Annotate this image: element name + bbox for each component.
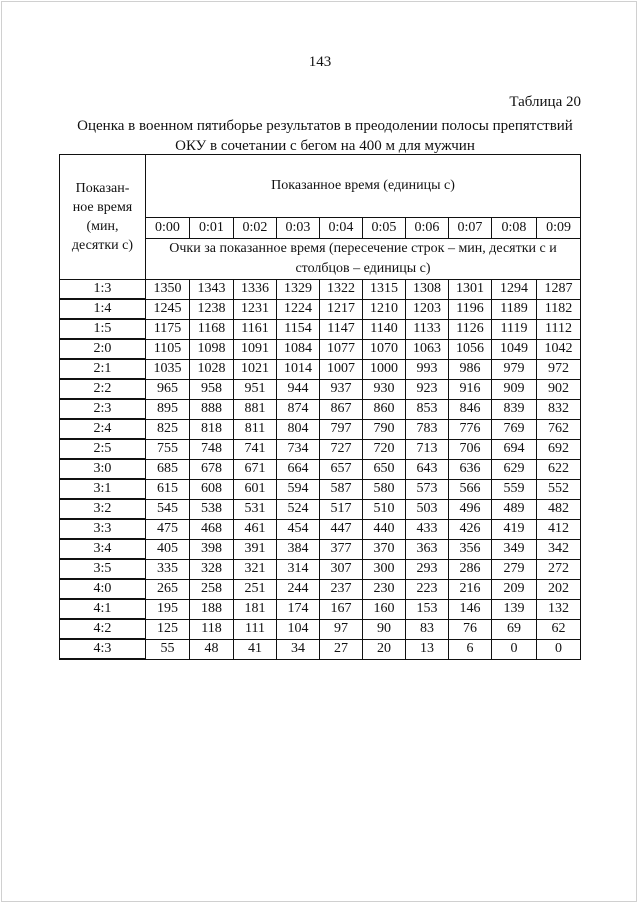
score-cell: 48 [190,639,234,659]
score-table-body [60,280,581,660]
score-cell: 300 [363,559,406,579]
table-row [60,439,581,459]
score-cell: 1322 [320,280,363,300]
row-time-label: 2:0 [60,339,146,359]
score-cell: 720 [363,439,406,459]
seconds-column-header: 0:08 [492,218,537,239]
score-cell: 650 [363,459,406,479]
score-cell: 237 [320,579,363,599]
score-cell: 356 [449,539,492,559]
score-cell: 426 [449,519,492,539]
score-cell: 370 [363,539,406,559]
score-cell: 804 [277,419,320,439]
row-time-label: 2:4 [60,419,146,439]
score-cell: 881 [234,399,277,419]
score-cell: 923 [406,379,449,399]
score-cell: 706 [449,439,492,459]
score-cell: 1231 [234,299,277,319]
row-time-label: 1:4 [60,299,146,319]
score-cell: 678 [190,459,234,479]
score-cell: 629 [492,459,537,479]
table-number: Таблица 20 [509,94,581,110]
score-cell: 174 [277,599,320,619]
table-row [60,479,581,499]
score-cell: 244 [277,579,320,599]
score-cell: 489 [492,499,537,519]
score-table [59,154,581,660]
seconds-column-header: 0:01 [190,218,234,239]
score-cell: 594 [277,479,320,499]
seconds-column-header: 0:03 [277,218,320,239]
time-column-header [60,155,146,280]
points-header: Очки за показанное время (пересечение строк – мин, десятки с и столбцов – единицы с) [146,239,581,280]
score-cell: 951 [234,379,277,399]
table-row [60,559,581,579]
score-cell: 993 [406,359,449,379]
score-cell: 405 [146,539,190,559]
score-cell: 146 [449,599,492,619]
score-cell: 979 [492,359,537,379]
score-cell: 825 [146,419,190,439]
score-cell: 433 [406,519,449,539]
score-cell: 538 [190,499,234,519]
score-cell: 1042 [537,339,581,359]
table-row [60,339,581,359]
table-row [60,519,581,539]
score-cell: 545 [146,499,190,519]
score-cell: 153 [406,599,449,619]
score-cell: 608 [190,479,234,499]
score-cell: 818 [190,419,234,439]
score-cell: 349 [492,539,537,559]
score-cell: 1238 [190,299,234,319]
score-cell: 391 [234,539,277,559]
score-cell: 1014 [277,359,320,379]
score-cell: 209 [492,579,537,599]
score-cell: 930 [363,379,406,399]
seconds-column-header: 0:02 [234,218,277,239]
seconds-column-header: 0:05 [363,218,406,239]
score-cell: 748 [190,439,234,459]
score-cell: 258 [190,579,234,599]
score-cell: 1336 [234,280,277,300]
score-cell: 853 [406,399,449,419]
score-cell: 125 [146,619,190,639]
score-cell: 1112 [537,319,581,339]
score-cell: 741 [234,439,277,459]
score-cell: 69 [492,619,537,639]
score-cell: 34 [277,639,320,659]
time-header-line-1: Показан- [75,181,130,196]
score-cell: 132 [537,599,581,619]
score-cell: 97 [320,619,363,639]
score-cell: 727 [320,439,363,459]
score-cell: 622 [537,459,581,479]
score-cell: 202 [537,579,581,599]
table-row [60,319,581,339]
score-cell: 615 [146,479,190,499]
score-cell: 1098 [190,339,234,359]
score-cell: 328 [190,559,234,579]
score-cell: 713 [406,439,449,459]
score-cell: 1021 [234,359,277,379]
score-cell: 1182 [537,299,581,319]
score-cell: 1210 [363,299,406,319]
score-cell: 1049 [492,339,537,359]
score-cell: 1105 [146,339,190,359]
score-cell: 1119 [492,319,537,339]
row-time-label: 3:0 [60,459,146,479]
score-cell: 1217 [320,299,363,319]
table-row [60,399,581,419]
score-cell: 1203 [406,299,449,319]
score-cell: 566 [449,479,492,499]
score-cell: 734 [277,439,320,459]
row-time-label: 2:2 [60,379,146,399]
score-cell: 832 [537,399,581,419]
score-cell: 1196 [449,299,492,319]
score-cell: 692 [537,439,581,459]
score-cell: 475 [146,519,190,539]
score-cell: 531 [234,499,277,519]
score-cell: 363 [406,539,449,559]
score-cell: 398 [190,539,234,559]
score-cell: 636 [449,459,492,479]
seconds-column-header: 0:04 [320,218,363,239]
score-cell: 90 [363,619,406,639]
score-cell: 587 [320,479,363,499]
score-cell: 664 [277,459,320,479]
score-cell: 1308 [406,280,449,300]
score-cell: 902 [537,379,581,399]
score-cell: 482 [537,499,581,519]
score-cell: 83 [406,619,449,639]
score-cell: 1294 [492,280,537,300]
score-cell: 188 [190,599,234,619]
score-cell: 461 [234,519,277,539]
score-cell: 1000 [363,359,406,379]
score-cell: 1140 [363,319,406,339]
row-time-label: 3:3 [60,519,146,539]
score-cell: 41 [234,639,277,659]
score-cell: 286 [449,559,492,579]
score-cell: 419 [492,519,537,539]
score-cell: 335 [146,559,190,579]
score-cell: 1028 [190,359,234,379]
score-cell: 958 [190,379,234,399]
score-cell: 517 [320,499,363,519]
score-cell: 468 [190,519,234,539]
time-header-line-4: десятки с) [71,238,134,253]
score-cell: 580 [363,479,406,499]
seconds-group-header: Показанное время (единицы с) [146,155,581,218]
score-cell: 1175 [146,319,190,339]
row-time-label: 2:3 [60,399,146,419]
score-cell: 496 [449,499,492,519]
score-cell: 916 [449,379,492,399]
score-cell: 111 [234,619,277,639]
score-cell: 762 [537,419,581,439]
score-cell: 20 [363,639,406,659]
score-cell: 272 [537,559,581,579]
score-cell: 314 [277,559,320,579]
row-time-label: 4:1 [60,599,146,619]
score-cell: 573 [406,479,449,499]
row-time-label: 2:1 [60,359,146,379]
score-cell: 846 [449,399,492,419]
score-cell: 279 [492,559,537,579]
score-cell: 377 [320,539,363,559]
score-cell: 909 [492,379,537,399]
score-cell: 601 [234,479,277,499]
row-time-label: 3:5 [60,559,146,579]
table-row [60,499,581,519]
row-time-label: 3:1 [60,479,146,499]
score-cell: 860 [363,399,406,419]
score-cell: 657 [320,459,363,479]
score-cell: 874 [277,399,320,419]
title-line-2: ОКУ в сочетании с бегом на 400 м для мужчин [175,138,475,154]
row-time-label: 3:4 [60,539,146,559]
score-cell: 1091 [234,339,277,359]
score-cell: 223 [406,579,449,599]
page-number: 143 [308,54,332,70]
table-row [60,459,581,479]
score-cell: 384 [277,539,320,559]
score-cell: 1077 [320,339,363,359]
table-row [60,579,581,599]
score-cell: 552 [537,479,581,499]
score-cell: 776 [449,419,492,439]
score-cell: 1245 [146,299,190,319]
score-cell: 440 [363,519,406,539]
score-cell: 1070 [363,339,406,359]
time-header-line-2: ное время [72,200,133,215]
score-cell: 13 [406,639,449,659]
score-cell: 510 [363,499,406,519]
score-cell: 139 [492,599,537,619]
score-cell: 839 [492,399,537,419]
score-cell: 1329 [277,280,320,300]
row-time-label: 1:5 [60,319,146,339]
score-cell: 1161 [234,319,277,339]
score-cell: 321 [234,559,277,579]
score-cell: 230 [363,579,406,599]
score-cell: 293 [406,559,449,579]
score-cell: 972 [537,359,581,379]
score-cell: 76 [449,619,492,639]
score-cell: 559 [492,479,537,499]
row-time-label: 3:2 [60,499,146,519]
score-cell: 447 [320,519,363,539]
score-cell: 1301 [449,280,492,300]
table-row [60,619,581,639]
table-row [60,419,581,439]
score-cell: 790 [363,419,406,439]
row-time-label: 4:3 [60,639,146,659]
score-cell: 1035 [146,359,190,379]
title-line-1: Оценка в военном пятиборье результатов в преодолении полосы препятствий [77,118,573,134]
score-cell: 769 [492,419,537,439]
score-cell: 1224 [277,299,320,319]
score-cell: 1084 [277,339,320,359]
row-time-label: 2:5 [60,439,146,459]
table-row [60,639,581,659]
score-cell: 62 [537,619,581,639]
score-cell: 694 [492,439,537,459]
score-cell: 685 [146,459,190,479]
row-time-label: 1:3 [60,280,146,300]
score-cell: 643 [406,459,449,479]
score-cell: 895 [146,399,190,419]
score-cell: 1287 [537,280,581,300]
score-cell: 797 [320,419,363,439]
score-cell: 811 [234,419,277,439]
seconds-column-header: 0:09 [537,218,581,239]
row-time-label: 4:0 [60,579,146,599]
score-cell: 671 [234,459,277,479]
score-cell: 937 [320,379,363,399]
score-cell: 0 [537,639,581,659]
score-cell: 265 [146,579,190,599]
score-cell: 1147 [320,319,363,339]
score-cell: 118 [190,619,234,639]
score-cell: 0 [492,639,537,659]
score-cell: 503 [406,499,449,519]
score-cell: 55 [146,639,190,659]
score-cell: 524 [277,499,320,519]
score-cell: 216 [449,579,492,599]
score-cell: 1343 [190,280,234,300]
score-cell: 167 [320,599,363,619]
score-cell: 944 [277,379,320,399]
score-cell: 867 [320,399,363,419]
score-cell: 783 [406,419,449,439]
score-cell: 888 [190,399,234,419]
score-cell: 160 [363,599,406,619]
score-cell: 1168 [190,319,234,339]
score-cell: 181 [234,599,277,619]
row-time-label: 4:2 [60,619,146,639]
seconds-column-header: 0:06 [406,218,449,239]
table-row [60,599,581,619]
score-cell: 1007 [320,359,363,379]
score-cell: 1056 [449,339,492,359]
score-cell: 454 [277,519,320,539]
table-row [60,359,581,379]
score-cell: 1154 [277,319,320,339]
table-row [60,280,581,300]
table-row [60,539,581,559]
table-row [60,379,581,399]
table-row [60,299,581,319]
score-cell: 986 [449,359,492,379]
score-cell: 1133 [406,319,449,339]
score-cell: 1126 [449,319,492,339]
time-header-line-3: (мин, [86,219,119,234]
table-title [60,116,590,156]
score-cell: 1189 [492,299,537,319]
score-cell: 965 [146,379,190,399]
score-cell: 755 [146,439,190,459]
score-cell: 412 [537,519,581,539]
score-cell: 342 [537,539,581,559]
seconds-column-header: 0:00 [146,218,190,239]
score-cell: 6 [449,639,492,659]
score-cell: 27 [320,639,363,659]
score-cell: 195 [146,599,190,619]
seconds-column-header: 0:07 [449,218,492,239]
score-cell: 104 [277,619,320,639]
score-cell: 1350 [146,280,190,300]
score-cell: 1063 [406,339,449,359]
score-cell: 1315 [363,280,406,300]
score-cell: 307 [320,559,363,579]
score-cell: 251 [234,579,277,599]
